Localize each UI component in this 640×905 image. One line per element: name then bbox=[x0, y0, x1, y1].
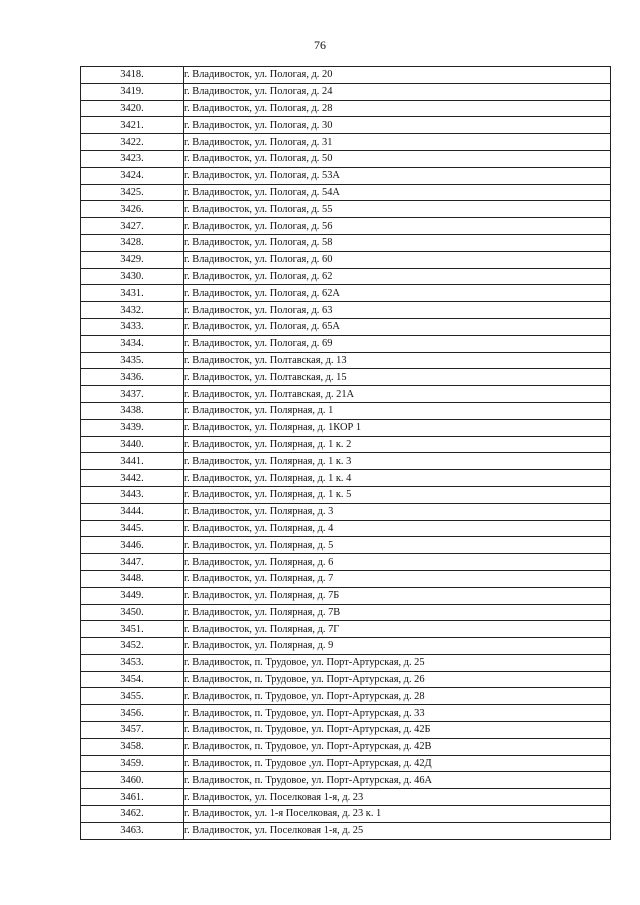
row-address: г. Владивосток, ул. Полярная, д. 1КОР 1 bbox=[184, 419, 611, 436]
table-row bbox=[81, 386, 611, 403]
row-address: г. Владивосток, ул. 1-я Поселковая, д. 23 к. 1 bbox=[184, 806, 611, 823]
row-number: 3437. bbox=[81, 386, 184, 403]
row-address: г. Владивосток, ул. Полярная, д. 1 к. 3 bbox=[184, 453, 611, 470]
row-number: 3458. bbox=[81, 738, 184, 755]
address-table-body bbox=[81, 67, 611, 840]
row-number: 3429. bbox=[81, 251, 184, 268]
row-address: г. Владивосток, ул. Полярная, д. 7В bbox=[184, 604, 611, 621]
row-address: г. Владивосток, п. Трудовое, ул. Порт-Артурская, д. 42Б bbox=[184, 722, 611, 739]
row-number: 3424. bbox=[81, 167, 184, 184]
row-number: 3423. bbox=[81, 150, 184, 167]
row-number: 3430. bbox=[81, 268, 184, 285]
table-row bbox=[81, 772, 611, 789]
table-row bbox=[81, 352, 611, 369]
row-number: 3438. bbox=[81, 402, 184, 419]
table-row bbox=[81, 621, 611, 638]
row-number: 3435. bbox=[81, 352, 184, 369]
table-row bbox=[81, 234, 611, 251]
row-number: 3433. bbox=[81, 318, 184, 335]
row-number: 3451. bbox=[81, 621, 184, 638]
table-row bbox=[81, 705, 611, 722]
row-number: 3427. bbox=[81, 218, 184, 235]
table-row bbox=[81, 318, 611, 335]
row-address: г. Владивосток, ул. Пологая, д. 50 bbox=[184, 150, 611, 167]
row-number: 3425. bbox=[81, 184, 184, 201]
table-row bbox=[81, 268, 611, 285]
row-address: г. Владивосток, ул. Пологая, д. 58 bbox=[184, 234, 611, 251]
row-address: г. Владивосток, ул. Полтавская, д. 15 bbox=[184, 369, 611, 386]
row-address: г. Владивосток, п. Трудовое, ул. Порт-Артурская, д. 25 bbox=[184, 654, 611, 671]
row-address: г. Владивосток, ул. Пологая, д. 28 bbox=[184, 100, 611, 117]
table-row bbox=[81, 369, 611, 386]
table-row bbox=[81, 335, 611, 352]
table-row bbox=[81, 302, 611, 319]
row-address: г. Владивосток, ул. Пологая, д. 62А bbox=[184, 285, 611, 302]
row-address: г. Владивосток, ул. Поселковая 1-я, д. 25 bbox=[184, 822, 611, 839]
row-number: 3426. bbox=[81, 201, 184, 218]
row-number: 3432. bbox=[81, 302, 184, 319]
row-number: 3439. bbox=[81, 419, 184, 436]
row-number: 3456. bbox=[81, 705, 184, 722]
row-number: 3453. bbox=[81, 654, 184, 671]
row-number: 3454. bbox=[81, 671, 184, 688]
row-number: 3431. bbox=[81, 285, 184, 302]
row-address: г. Владивосток, п. Трудовое, ул. Порт-Артурская, д. 28 bbox=[184, 688, 611, 705]
row-address: г. Владивосток, ул. Поселковая 1-я, д. 23 bbox=[184, 789, 611, 806]
row-number: 3440. bbox=[81, 436, 184, 453]
row-address: г. Владивосток, ул. Пологая, д. 56 bbox=[184, 218, 611, 235]
row-address: г. Владивосток, ул. Полярная, д. 1 bbox=[184, 402, 611, 419]
table-row bbox=[81, 806, 611, 823]
row-number: 3428. bbox=[81, 234, 184, 251]
row-number: 3463. bbox=[81, 822, 184, 839]
table-row bbox=[81, 587, 611, 604]
table-row bbox=[81, 184, 611, 201]
row-number: 3443. bbox=[81, 486, 184, 503]
row-number: 3446. bbox=[81, 537, 184, 554]
row-address: г. Владивосток, ул. Пологая, д. 24 bbox=[184, 83, 611, 100]
row-address: г. Владивосток, ул. Полярная, д. 1 к. 5 bbox=[184, 486, 611, 503]
table-row bbox=[81, 789, 611, 806]
table-row bbox=[81, 117, 611, 134]
row-number: 3434. bbox=[81, 335, 184, 352]
row-number: 3448. bbox=[81, 570, 184, 587]
row-number: 3447. bbox=[81, 554, 184, 571]
row-address: г. Владивосток, ул. Пологая, д. 62 bbox=[184, 268, 611, 285]
row-address: г. Владивосток, п. Трудовое, ул. Порт-Артурская, д. 26 bbox=[184, 671, 611, 688]
row-number: 3455. bbox=[81, 688, 184, 705]
row-address: г. Владивосток, ул. Полярная, д. 6 bbox=[184, 554, 611, 571]
row-address: г. Владивосток, ул. Полярная, д. 5 bbox=[184, 537, 611, 554]
row-number: 3444. bbox=[81, 503, 184, 520]
table-row bbox=[81, 520, 611, 537]
row-number: 3450. bbox=[81, 604, 184, 621]
table-row bbox=[81, 453, 611, 470]
table-row bbox=[81, 503, 611, 520]
row-number: 3461. bbox=[81, 789, 184, 806]
row-number: 3418. bbox=[81, 67, 184, 84]
table-row bbox=[81, 67, 611, 84]
table-row bbox=[81, 218, 611, 235]
table-row bbox=[81, 755, 611, 772]
row-number: 3420. bbox=[81, 100, 184, 117]
table-row bbox=[81, 167, 611, 184]
row-number: 3459. bbox=[81, 755, 184, 772]
row-address: г. Владивосток, ул. Пологая, д. 30 bbox=[184, 117, 611, 134]
row-address: г. Владивосток, ул. Полярная, д. 7Г bbox=[184, 621, 611, 638]
table-row bbox=[81, 201, 611, 218]
row-address: г. Владивосток, п. Трудовое, ул. Порт-Артурская, д. 46А bbox=[184, 772, 611, 789]
table-row bbox=[81, 604, 611, 621]
row-address: г. Владивосток, ул. Полярная, д. 9 bbox=[184, 638, 611, 655]
row-address: г. Владивосток, ул. Полярная, д. 7Б bbox=[184, 587, 611, 604]
row-address: г. Владивосток, п. Трудовое, ул. Порт-Артурская, д. 33 bbox=[184, 705, 611, 722]
row-address: г. Владивосток, ул. Пологая, д. 54А bbox=[184, 184, 611, 201]
table-row bbox=[81, 688, 611, 705]
row-address: г. Владивосток, ул. Пологая, д. 31 bbox=[184, 134, 611, 151]
table-row bbox=[81, 722, 611, 739]
row-address: г. Владивосток, ул. Пологая, д. 65А bbox=[184, 318, 611, 335]
row-address: г. Владивосток, ул. Пологая, д. 60 bbox=[184, 251, 611, 268]
table-row bbox=[81, 436, 611, 453]
row-number: 3445. bbox=[81, 520, 184, 537]
table-row bbox=[81, 470, 611, 487]
table-row bbox=[81, 83, 611, 100]
row-number: 3449. bbox=[81, 587, 184, 604]
row-address: г. Владивосток, ул. Пологая, д. 63 bbox=[184, 302, 611, 319]
table-row bbox=[81, 419, 611, 436]
row-number: 3441. bbox=[81, 453, 184, 470]
address-table bbox=[80, 66, 611, 840]
row-address: г. Владивосток, ул. Полтавская, д. 13 bbox=[184, 352, 611, 369]
table-row bbox=[81, 486, 611, 503]
table-row bbox=[81, 402, 611, 419]
table-row bbox=[81, 671, 611, 688]
row-address: г. Владивосток, ул. Полярная, д. 1 к. 2 bbox=[184, 436, 611, 453]
row-address: г. Владивосток, ул. Полярная, д. 4 bbox=[184, 520, 611, 537]
table-row bbox=[81, 570, 611, 587]
row-number: 3442. bbox=[81, 470, 184, 487]
row-address: г. Владивосток, ул. Пологая, д. 53А bbox=[184, 167, 611, 184]
table-row bbox=[81, 251, 611, 268]
table-row bbox=[81, 100, 611, 117]
row-number: 3421. bbox=[81, 117, 184, 134]
row-address: г. Владивосток, ул. Полярная, д. 1 к. 4 bbox=[184, 470, 611, 487]
table-row bbox=[81, 134, 611, 151]
table-row bbox=[81, 822, 611, 839]
row-number: 3462. bbox=[81, 806, 184, 823]
row-number: 3436. bbox=[81, 369, 184, 386]
row-address: г. Владивосток, ул. Пологая, д. 20 bbox=[184, 67, 611, 84]
row-address: г. Владивосток, ул. Полярная, д. 3 bbox=[184, 503, 611, 520]
row-address: г. Владивосток, п. Трудовое, ул. Порт-Артурская, д. 42В bbox=[184, 738, 611, 755]
row-number: 3419. bbox=[81, 83, 184, 100]
table-row bbox=[81, 654, 611, 671]
table-row bbox=[81, 638, 611, 655]
table-row bbox=[81, 285, 611, 302]
row-address: г. Владивосток, ул. Полярная, д. 7 bbox=[184, 570, 611, 587]
row-address: г. Владивосток, ул. Пологая, д. 69 bbox=[184, 335, 611, 352]
row-address: г. Владивосток, ул. Пологая, д. 55 bbox=[184, 201, 611, 218]
table-row bbox=[81, 150, 611, 167]
table-row bbox=[81, 537, 611, 554]
table-row bbox=[81, 554, 611, 571]
table-row bbox=[81, 738, 611, 755]
row-address: г. Владивосток, п. Трудовое ,ул. Порт-Артурская, д. 42Д bbox=[184, 755, 611, 772]
row-number: 3452. bbox=[81, 638, 184, 655]
row-address: г. Владивосток, ул. Полтавская, д. 21А bbox=[184, 386, 611, 403]
page-number: 76 bbox=[314, 38, 326, 52]
row-number: 3460. bbox=[81, 772, 184, 789]
row-number: 3422. bbox=[81, 134, 184, 151]
row-number: 3457. bbox=[81, 722, 184, 739]
